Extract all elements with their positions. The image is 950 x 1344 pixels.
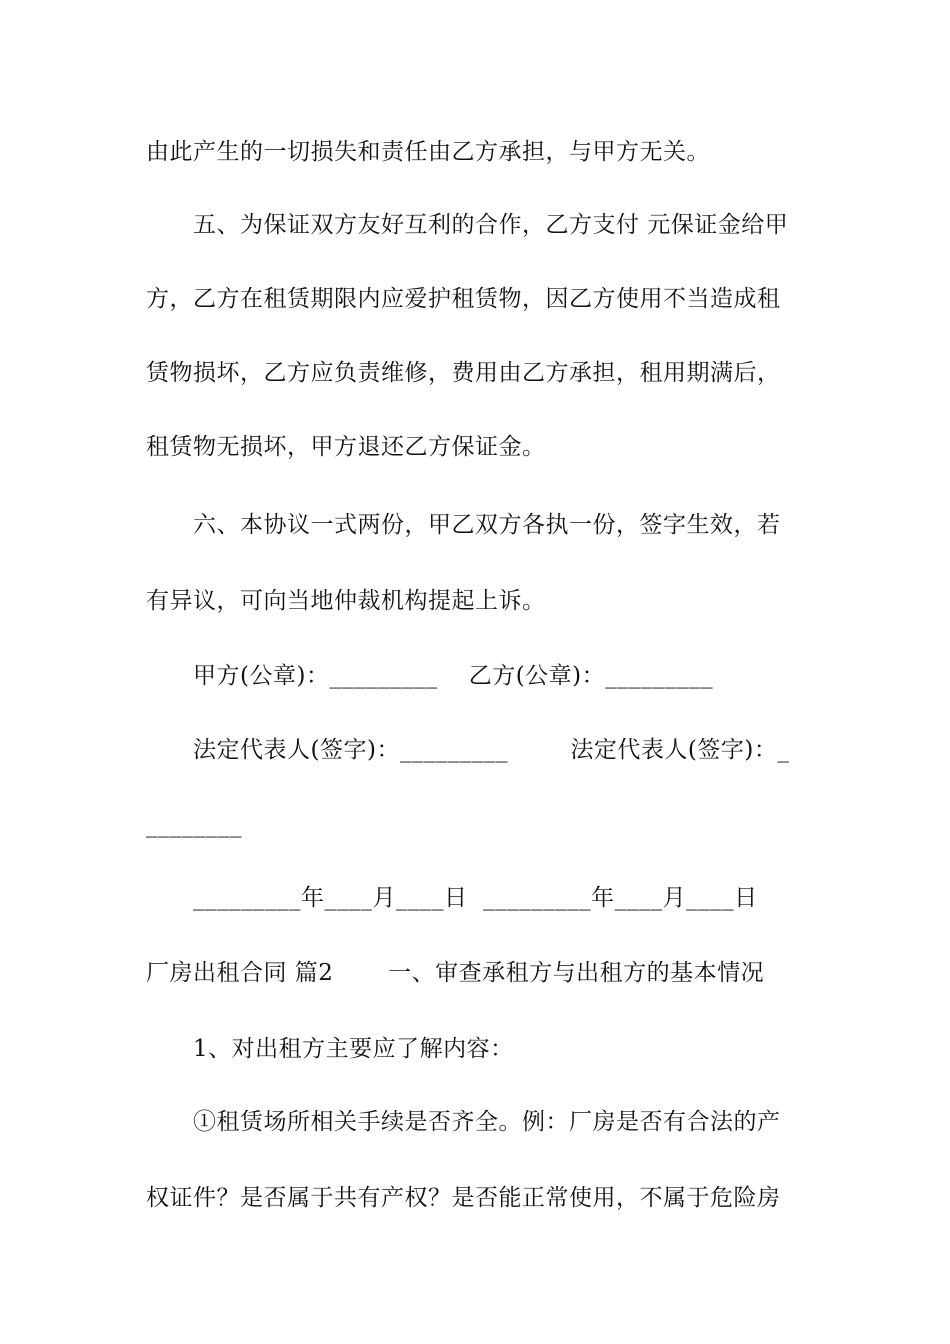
section-heading: 厂房出租合同 篇2 一、审查承租方与出租方的基本情况: [146, 960, 765, 986]
text-line-5: 租赁物无损坏，甲方退还乙方保证金。: [146, 434, 546, 460]
signature-line-continuation: ________: [146, 812, 242, 838]
text-line-3: 方，乙方在租赁期限内应爱护租赁物，因乙方使用不当造成租: [146, 286, 781, 312]
date-line: _________年____月____日 _________年____月____日: [193, 885, 758, 911]
text-line-14: ①租赁场所相关手续是否齐全。例：厂房是否有合法的产: [193, 1109, 781, 1135]
text-line-7: 有异议，可向当地仲裁机构提起上诉。: [146, 588, 546, 614]
text-line-13: 1、对出租方主要应了解内容：: [193, 1036, 514, 1062]
signature-line-representative: 法定代表人(签字)：_________ 法定代表人(签字)：_: [193, 737, 790, 763]
text-line-2: 五、为保证双方友好互利的合作，乙方支付 元保证金给甲: [193, 212, 789, 238]
text-line-4: 赁物损坏，乙方应负责维修，费用由乙方承担，租用期满后，: [146, 360, 781, 386]
text-line-15: 权证件？是否属于共有产权？是否能正常使用，不属于危险房: [146, 1185, 781, 1211]
signature-line-party: 甲方(公章)：_________ 乙方(公章)：_________: [193, 663, 714, 689]
text-line-6: 六、本协议一式两份，甲乙双方各执一份，签字生效，若: [193, 512, 781, 538]
text-line-1: 由此产生的一切损失和责任由乙方承担，与甲方无关。: [146, 139, 710, 165]
